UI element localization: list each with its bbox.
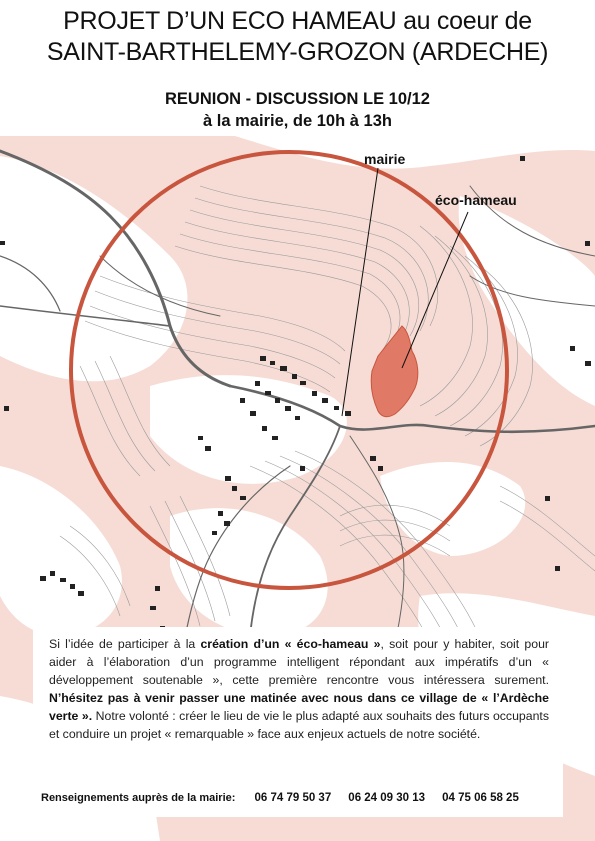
para-bold-1: création d’un « éco-hameau » — [200, 637, 381, 651]
contact-label: Renseignements auprès de la mairie: — [41, 792, 236, 804]
meeting-place-time: à la mairie, de 10h à 13h — [203, 112, 392, 130]
contact-line — [41, 792, 561, 804]
title-line-2: SAINT-BARTHELEMY-GROZON (ARDECHE) — [46, 38, 549, 66]
para-text-3: Notre volonté : créer le lieu de vie le plus adapté aux souhaits des futurs occupants et conduire un projet « remarquable » face aux enjeux actuels de notre société. — [49, 709, 550, 741]
meeting-date: REUNION - DISCUSSION LE 10/12 — [165, 90, 430, 108]
phone-number-1: 06 74 79 50 37 — [254, 792, 332, 804]
description-paragraph — [49, 635, 549, 743]
page-title — [0, 6, 595, 68]
eco-hameau-label: éco-hameau — [435, 192, 517, 208]
phone-number-2: 06 24 09 30 13 — [348, 792, 426, 804]
para-bold-2: N’hésitez pas à venir passer une matinée avec nous dans ce village de « l’Ardèche verte ». — [49, 691, 549, 723]
para-text-1: Si l’idée de participer à la — [49, 637, 201, 651]
phone-number-3: 04 75 06 58 25 — [442, 792, 519, 804]
mairie-label: mairie — [364, 151, 406, 167]
info-box — [33, 627, 563, 817]
meeting-info — [0, 88, 595, 132]
para-text-2: , soit pour y habiter, soit pour aider à l’élaboration d’un programme intelligent répondant aux impératifs d’un « développement soutenable », cette première rencontre vous intéressera surement. — [49, 637, 550, 687]
title-line-1: PROJET D’UN ECO HAMEAU au coeur de — [63, 7, 532, 35]
